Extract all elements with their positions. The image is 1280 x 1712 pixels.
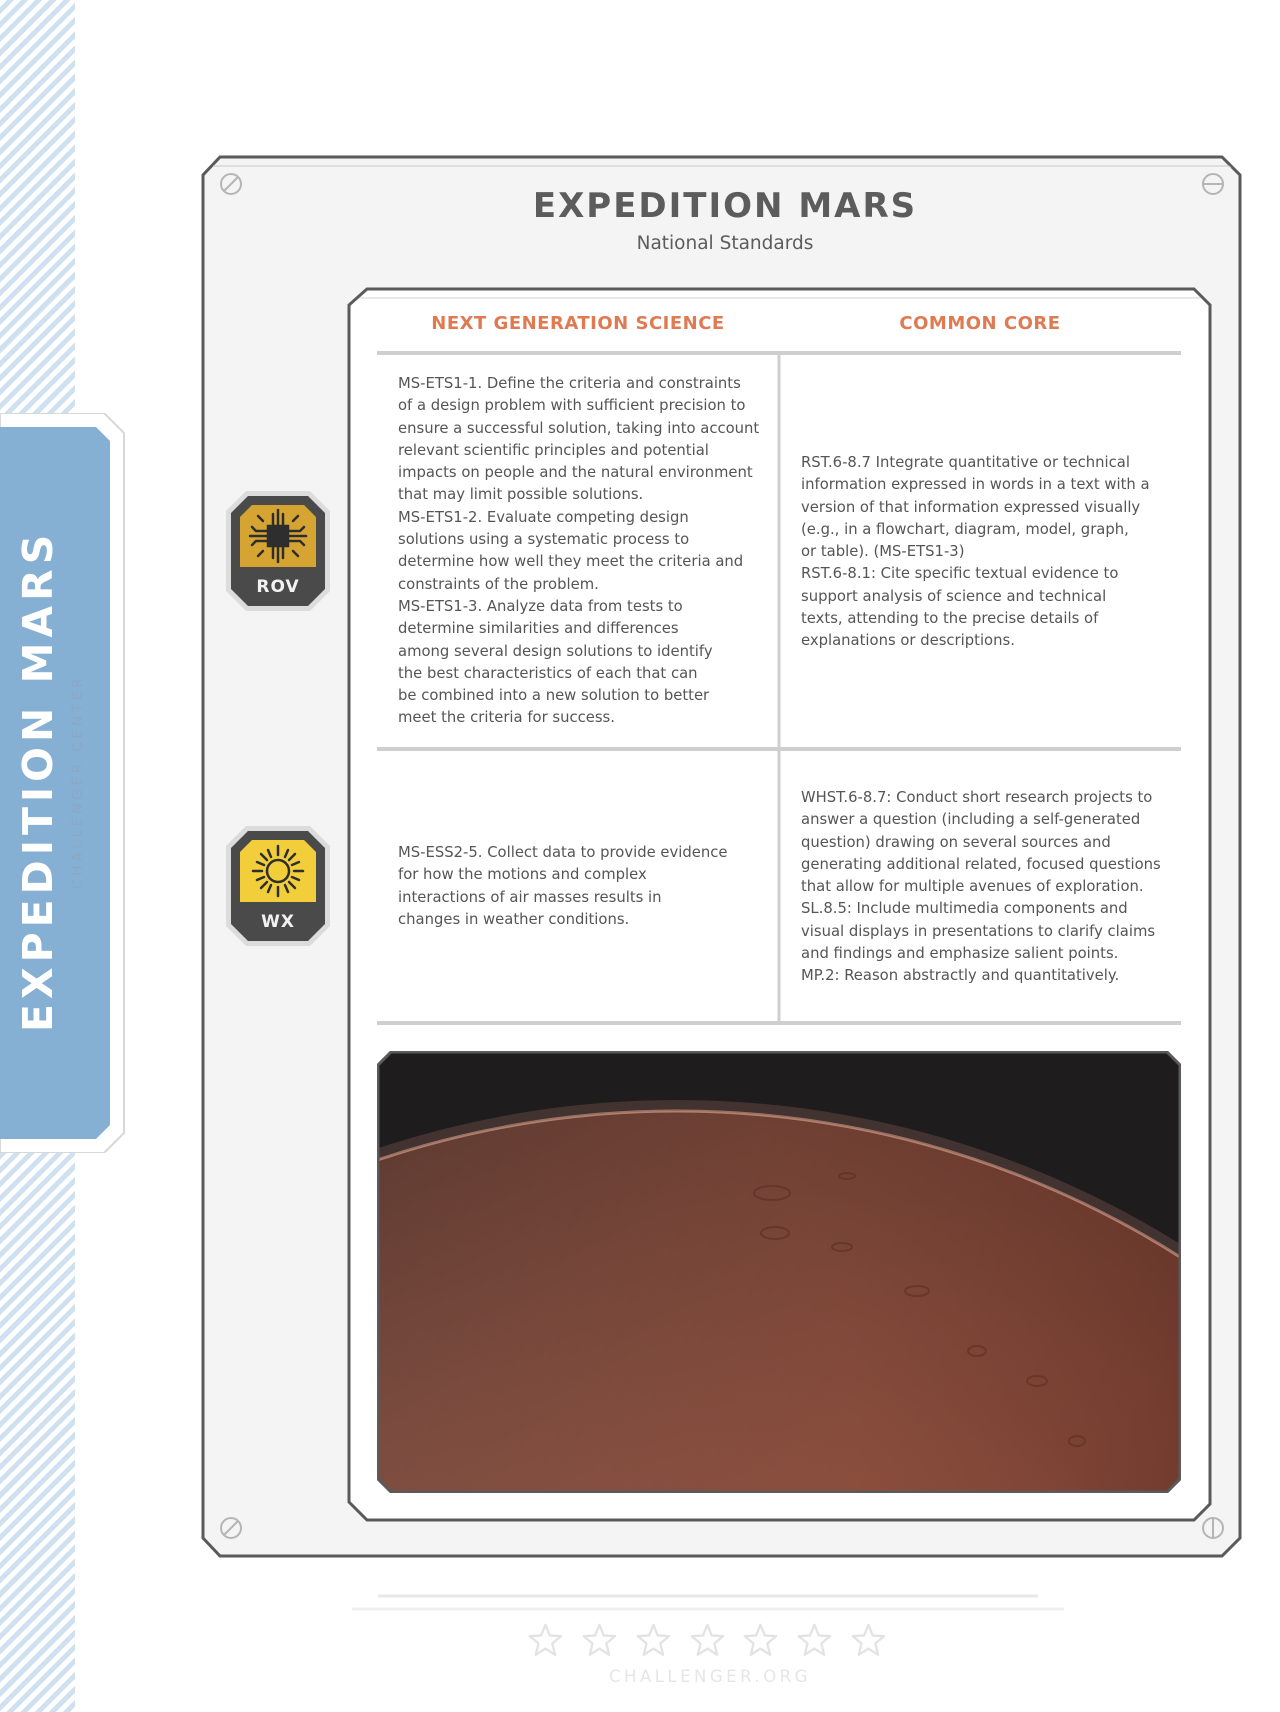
rov-badge: [226, 491, 330, 611]
star-icon: [850, 1622, 887, 1659]
column-header-ngss: NEXT GENERATION SCIENCE: [431, 313, 725, 334]
star-icon: [635, 1622, 672, 1659]
sidebar-title: EXPEDITION MARS: [14, 529, 62, 1032]
table-cell-common-core: RST.6-8.7 Integrate quantitative or technical information expressed in words in a text with a version of that information expressed visually (e.g., in a flowchart, diagram, model, graph, or table). (MS-ETS1-3) RST.6-8.1: Cite specific textual evidence to support analysis of science and technical texts, attending to the precise details of explanations or descriptions.: [801, 454, 1150, 650]
page-subtitle: National Standards: [636, 233, 814, 254]
sun-icon: [246, 840, 310, 902]
badge-label: ROV: [256, 577, 300, 597]
table-cell-ngss: MS-ESS2-5. Collect data to provide evidence for how the motions and complex interactions of air masses results in changes in weather conditions.: [398, 844, 728, 928]
circuit-chip-icon: [246, 505, 310, 567]
star-icon: [796, 1622, 833, 1659]
star-icon: [527, 1622, 564, 1659]
column-header-common-core: COMMON CORE: [899, 313, 1061, 334]
star-icon: [689, 1622, 726, 1659]
star-icon: [742, 1622, 779, 1659]
sidebar-subtitle: CHALLENGER CENTER: [70, 674, 86, 890]
footer-site-link[interactable]: CHALLENGER.ORG: [609, 1667, 811, 1686]
table-cell-common-core: WHST.6-8.7: Conduct short research projects to answer a question (including a self-generated question) drawing on several sources and generating additional related, focused questions that allow for multiple avenues of exploration. SL.8.5: Include multimedia components and visual displays in presentations to clarify claims and findings and emphasize salient points. MP.2: Reason abstractly and quantitatively.: [801, 789, 1161, 985]
badge-label: WX: [261, 912, 295, 932]
table-cell-ngss: MS-ETS1-1. Define the criteria and constraints of a design problem with sufficient precision to ensure a successful solution, taking into account relevant scientific principles and potential impacts on people and the natural environment that may limit possible solutions. MS-ETS1-2. Evaluate competing design solutions using a systematic process to determine how well they meet the criteria and constraints of the problem. MS-ETS1-3. Analyze data from tests to determine similarities and differences among several design solutions to identify the best characteristics of each that can be combined into a new solution to better meet the criteria for success.: [398, 375, 760, 727]
footer-stars: [527, 1622, 887, 1662]
mars-photo: [377, 1051, 1181, 1493]
star-icon: [581, 1622, 618, 1659]
wx-badge: [226, 826, 330, 946]
page-title: EXPEDITION MARS: [532, 186, 918, 226]
